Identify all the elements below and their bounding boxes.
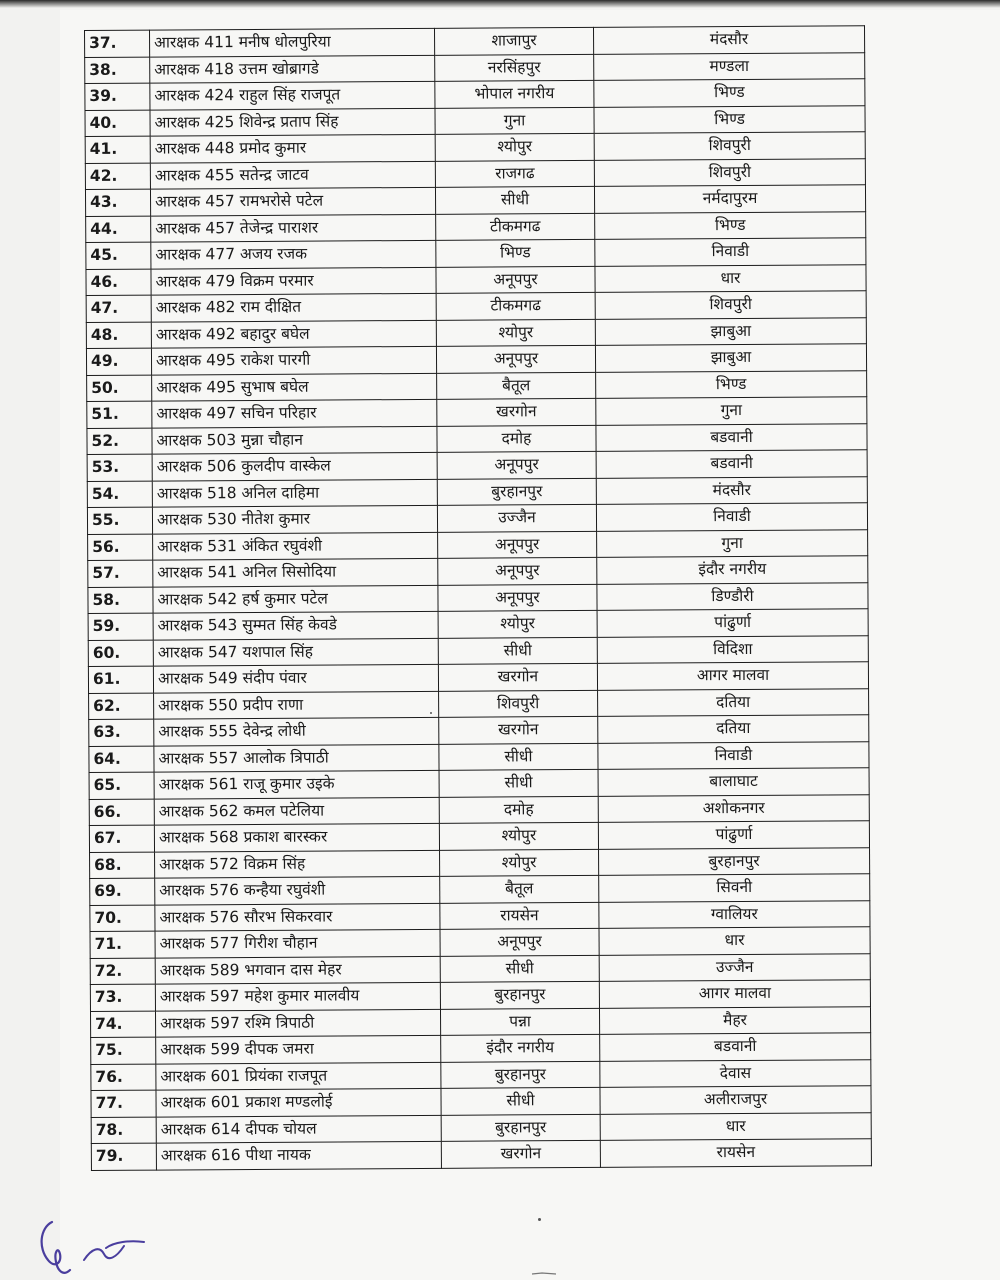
current-district-cell: बुरहानपुर bbox=[441, 1114, 600, 1141]
serial-number-cell: 46. bbox=[86, 269, 151, 296]
constable-name-cell: आरक्षक 506 कुलदीप वास्केल bbox=[152, 452, 437, 480]
serial-number-cell: 70. bbox=[90, 905, 155, 932]
constable-name-cell: आरक्षक 457 तेजेन्द्र पाराशर bbox=[151, 214, 436, 242]
posted-district-cell: बुरहानपुर bbox=[599, 847, 870, 875]
constable-name-cell: आरक्षक 411 मनीष धोलपुरिया bbox=[150, 28, 435, 56]
serial-number-cell: 75. bbox=[91, 1037, 156, 1064]
serial-number-cell: 72. bbox=[90, 958, 155, 985]
serial-number-cell: 79. bbox=[91, 1143, 156, 1170]
current-district-cell: खरगोन bbox=[441, 1140, 600, 1167]
current-district-cell: अनूपपुर bbox=[436, 345, 595, 372]
constable-name-cell: आरक्षक 448 प्रमोद कुमार bbox=[150, 134, 435, 162]
constable-name-cell: आरक्षक 542 हर्ष कुमार पटेल bbox=[153, 585, 438, 613]
posted-district-cell: दतिया bbox=[598, 715, 869, 743]
posted-district-cell: ग्वालियर bbox=[599, 900, 870, 928]
constable-name-cell: आरक्षक 568 प्रकाश बारस्कर bbox=[154, 823, 439, 851]
current-district-cell: राजगढ bbox=[435, 160, 594, 187]
current-district-cell: बैतूल bbox=[437, 372, 596, 399]
constable-name-cell: आरक्षक 477 अजय रजक bbox=[151, 240, 436, 268]
current-district-cell: गुना bbox=[435, 107, 594, 134]
posted-district-cell: नर्मदापुरम bbox=[594, 185, 865, 213]
posted-district-cell: आगर मालवा bbox=[597, 662, 868, 690]
constable-name-cell: आरक्षक 425 शिवेन्द्र प्रताप सिंह bbox=[150, 108, 435, 136]
current-district-cell: सीधी bbox=[438, 637, 597, 664]
posted-district-cell: उज्जैन bbox=[599, 953, 870, 981]
constable-name-cell: आरक्षक 555 देवेन्द्र लोधी bbox=[154, 717, 439, 745]
current-district-cell: अनूपपुर bbox=[438, 531, 597, 558]
posted-district-cell: विदिशा bbox=[597, 635, 868, 663]
serial-number-cell: 60. bbox=[88, 640, 153, 667]
photo-top-edge bbox=[0, 0, 1000, 8]
current-district-cell: उज्जैन bbox=[437, 504, 596, 531]
current-district-cell: शाजापुर bbox=[434, 27, 593, 54]
current-district-cell: टीकमगढ bbox=[436, 213, 595, 240]
current-district-cell: श्योपुर bbox=[439, 822, 598, 849]
posted-district-cell: देवास bbox=[600, 1059, 871, 1087]
serial-number-cell: 49. bbox=[86, 348, 151, 375]
current-district-cell: सीधी bbox=[440, 955, 599, 982]
constable-name-cell: आरक्षक 557 आलोक त्रिपाठी bbox=[154, 744, 439, 772]
posted-district-cell: निवाडी bbox=[596, 503, 867, 531]
constable-name-cell: आरक्षक 492 बहादुर बघेल bbox=[151, 320, 436, 348]
posted-district-cell: शिवपुरी bbox=[594, 132, 865, 160]
current-district-cell: अनूपपुर bbox=[437, 451, 596, 478]
serial-number-cell: 53. bbox=[87, 454, 152, 481]
constable-name-cell: आरक्षक 424 राहुल सिंह राजपूत bbox=[150, 81, 435, 109]
posted-district-cell: पांढुर्णा bbox=[598, 821, 869, 849]
current-district-cell: श्योपुर bbox=[440, 849, 599, 876]
constable-name-cell: आरक्षक 601 प्रकाश मण्डलोई bbox=[156, 1088, 441, 1116]
constable-name-cell: आरक्षक 479 विक्रम परमार bbox=[151, 267, 436, 295]
current-district-cell: दमोह bbox=[437, 425, 596, 452]
constable-name-cell: आरक्षक 518 अनिल दाहिमा bbox=[152, 479, 437, 507]
serial-number-cell: 43. bbox=[85, 189, 150, 216]
serial-number-cell: 52. bbox=[87, 428, 152, 455]
current-district-cell: बुरहानपुर bbox=[440, 981, 599, 1008]
current-district-cell: रायसेन bbox=[440, 902, 599, 929]
posted-district-cell: शिवपुरी bbox=[595, 291, 866, 319]
current-district-cell: अनूपपुर bbox=[440, 928, 599, 955]
page-mark bbox=[530, 1270, 560, 1276]
posted-district-cell: धार bbox=[595, 264, 866, 292]
serial-number-cell: 78. bbox=[91, 1117, 156, 1144]
current-district-cell: टीकमगढ bbox=[436, 292, 595, 319]
serial-number-cell: 71. bbox=[90, 931, 155, 958]
serial-number-cell: 57. bbox=[88, 560, 153, 587]
posted-district-cell: झाबुआ bbox=[595, 344, 866, 372]
posted-district-cell: निवाडी bbox=[595, 238, 866, 266]
posted-district-cell: बडवानी bbox=[600, 1033, 871, 1061]
serial-number-cell: 77. bbox=[91, 1090, 156, 1117]
current-district-cell: इंदौर नगरीय bbox=[441, 1034, 600, 1061]
serial-number-cell: 68. bbox=[90, 852, 155, 879]
current-district-cell: श्योपुर bbox=[435, 133, 594, 160]
constable-name-cell: आरक्षक 530 नीतेश कुमार bbox=[152, 505, 437, 533]
posted-district-cell: दतिया bbox=[598, 688, 869, 716]
constable-name-cell: आरक्षक 597 महेश कुमार मालवीय bbox=[155, 982, 440, 1010]
constable-name-cell: आरक्षक 597 रश्मि त्रिपाठी bbox=[155, 1009, 440, 1037]
constable-name-cell: आरक्षक 577 गिरीश चौहान bbox=[155, 929, 440, 957]
posted-district-cell: मण्डला bbox=[594, 52, 865, 80]
current-district-cell: बैतूल bbox=[440, 875, 599, 902]
current-district-cell: अनूपपुर bbox=[438, 557, 597, 584]
constable-name-cell: आरक्षक 495 राकेश पारगी bbox=[151, 346, 436, 374]
current-district-cell: खरगोन bbox=[437, 398, 596, 425]
current-district-cell: नरसिंहपुर bbox=[435, 54, 594, 81]
ink-dot bbox=[430, 712, 432, 714]
constable-name-cell: आरक्षक 549 संदीप पंवार bbox=[153, 664, 438, 692]
current-district-cell: अनूपपुर bbox=[436, 266, 595, 293]
posted-district-cell: डिण्डौरी bbox=[597, 582, 868, 610]
serial-number-cell: 47. bbox=[86, 295, 151, 322]
serial-number-cell: 73. bbox=[90, 984, 155, 1011]
constable-name-cell: आरक्षक 576 कन्हैया रघुवंशी bbox=[155, 876, 440, 904]
transfer-table bbox=[84, 25, 872, 1170]
constable-name-cell: आरक्षक 616 पीथा नायक bbox=[156, 1141, 441, 1169]
serial-number-cell: 66. bbox=[89, 799, 154, 826]
current-district-cell: शिवपुरी bbox=[439, 690, 598, 717]
posted-district-cell: आगर मालवा bbox=[599, 980, 870, 1008]
serial-number-cell: 44. bbox=[86, 216, 151, 243]
constable-name-cell: आरक्षक 418 उत्तम खोब्रागडे bbox=[150, 55, 435, 83]
serial-number-cell: 45. bbox=[86, 242, 151, 269]
serial-number-cell: 74. bbox=[90, 1011, 155, 1038]
serial-number-cell: 48. bbox=[86, 322, 151, 349]
posted-district-cell: रायसेन bbox=[600, 1139, 871, 1167]
posted-district-cell: बालाघाट bbox=[598, 768, 869, 796]
serial-number-cell: 58. bbox=[88, 587, 153, 614]
constable-name-cell: आरक्षक 561 राजू कुमार उइके bbox=[154, 770, 439, 798]
serial-number-cell: 62. bbox=[89, 693, 154, 720]
serial-number-cell: 61. bbox=[88, 666, 153, 693]
constable-name-cell: आरक्षक 543 सुम्मत सिंह केवडे bbox=[153, 611, 438, 639]
posted-district-cell: अलीराजपुर bbox=[600, 1086, 871, 1114]
serial-number-cell: 55. bbox=[87, 507, 152, 534]
table-row bbox=[91, 1139, 871, 1170]
current-district-cell: खरगोन bbox=[438, 663, 597, 690]
current-district-cell: सीधी bbox=[435, 186, 594, 213]
serial-number-cell: 64. bbox=[89, 746, 154, 773]
posted-district-cell: भिण्ड bbox=[596, 370, 867, 398]
constable-name-cell: आरक्षक 455 सतेन्द्र जाटव bbox=[150, 161, 435, 189]
constable-name-cell: आरक्षक 572 विक्रम सिंह bbox=[155, 850, 440, 878]
current-district-cell: श्योपुर bbox=[438, 610, 597, 637]
serial-number-cell: 54. bbox=[87, 481, 152, 508]
constable-name-cell: आरक्षक 503 मुन्ना चौहान bbox=[152, 426, 437, 454]
constable-name-cell: आरक्षक 599 दीपक जमरा bbox=[156, 1035, 441, 1063]
serial-number-cell: 56. bbox=[88, 534, 153, 561]
posted-district-cell: गुना bbox=[596, 397, 867, 425]
serial-number-cell: 67. bbox=[89, 825, 154, 852]
serial-number-cell: 59. bbox=[88, 613, 153, 640]
current-district-cell: सीधी bbox=[439, 769, 598, 796]
posted-district-cell: झाबुआ bbox=[595, 317, 866, 345]
serial-number-cell: 50. bbox=[87, 375, 152, 402]
serial-number-cell: 76. bbox=[91, 1064, 156, 1091]
posted-district-cell: इंदौर नगरीय bbox=[597, 556, 868, 584]
posted-district-cell: मैहर bbox=[599, 1006, 870, 1034]
constable-name-cell: आरक्षक 601 प्रियंका राजपूत bbox=[156, 1062, 441, 1090]
serial-number-cell: 42. bbox=[85, 163, 150, 190]
constable-name-cell: आरक्षक 589 भगवान दास मेहर bbox=[155, 956, 440, 984]
posted-district-cell: पांढुर्णा bbox=[597, 609, 868, 637]
constable-name-cell: आरक्षक 531 अंकित रघुवंशी bbox=[153, 532, 438, 560]
posted-district-cell: मंदसौर bbox=[593, 26, 864, 54]
serial-number-cell: 40. bbox=[85, 110, 150, 137]
serial-number-cell: 38. bbox=[85, 57, 150, 84]
transfer-table-body bbox=[85, 26, 872, 1170]
constable-name-cell: आरक्षक 562 कमल पटेलिया bbox=[154, 797, 439, 825]
current-district-cell: बुरहानपुर bbox=[437, 478, 596, 505]
posted-district-cell: बडवानी bbox=[596, 450, 867, 478]
serial-number-cell: 37. bbox=[85, 30, 150, 57]
current-district-cell: बुरहानपुर bbox=[441, 1061, 600, 1088]
current-district-cell: सीधी bbox=[439, 743, 598, 770]
posted-district-cell: निवाडी bbox=[598, 741, 869, 769]
current-district-cell: अनूपपुर bbox=[438, 584, 597, 611]
serial-number-cell: 39. bbox=[85, 83, 150, 110]
constable-name-cell: आरक्षक 614 दीपक चोयल bbox=[156, 1115, 441, 1143]
posted-district-cell: भिण्ड bbox=[594, 105, 865, 133]
constable-name-cell: आरक्षक 576 सौरभ सिकरवार bbox=[155, 903, 440, 931]
current-district-cell: पन्ना bbox=[440, 1008, 599, 1035]
serial-number-cell: 41. bbox=[85, 136, 150, 163]
posted-district-cell: मंदसौर bbox=[596, 476, 867, 504]
ink-dot bbox=[538, 1218, 541, 1221]
serial-number-cell: 65. bbox=[89, 772, 154, 799]
current-district-cell: श्योपुर bbox=[436, 319, 595, 346]
current-district-cell: दमोह bbox=[439, 796, 598, 823]
serial-number-cell: 51. bbox=[87, 401, 152, 428]
posted-district-cell: सिवनी bbox=[599, 874, 870, 902]
serial-number-cell: 63. bbox=[89, 719, 154, 746]
posted-district-cell: धार bbox=[599, 927, 870, 955]
constable-name-cell: आरक्षक 497 सचिन परिहार bbox=[152, 399, 437, 427]
serial-number-cell: 69. bbox=[90, 878, 155, 905]
constable-name-cell: आरक्षक 482 राम दीक्षित bbox=[151, 293, 436, 321]
constable-name-cell: आरक्षक 550 प्रदीप राणा bbox=[154, 691, 439, 719]
current-district-cell: सीधी bbox=[441, 1087, 600, 1114]
constable-name-cell: आरक्षक 547 यशपाल सिंह bbox=[153, 638, 438, 666]
posted-district-cell: बडवानी bbox=[596, 423, 867, 451]
posted-district-cell: भिण्ड bbox=[594, 79, 865, 107]
current-district-cell: भोपाल नगरीय bbox=[435, 80, 594, 107]
posted-district-cell: शिवपुरी bbox=[594, 158, 865, 186]
posted-district-cell: अशोकनगर bbox=[598, 794, 869, 822]
posted-district-cell: भिण्ड bbox=[595, 211, 866, 239]
posted-district-cell: गुना bbox=[597, 529, 868, 557]
current-district-cell: खरगोन bbox=[439, 716, 598, 743]
constable-name-cell: आरक्षक 457 रामभरोसे पटेल bbox=[150, 187, 435, 215]
handwritten-signature bbox=[34, 1218, 164, 1278]
posted-district-cell: धार bbox=[600, 1112, 871, 1140]
constable-name-cell: आरक्षक 541 अनिल सिसोदिया bbox=[153, 558, 438, 586]
constable-name-cell: आरक्षक 495 सुभाष बघेल bbox=[152, 373, 437, 401]
current-district-cell: भिण्ड bbox=[436, 239, 595, 266]
